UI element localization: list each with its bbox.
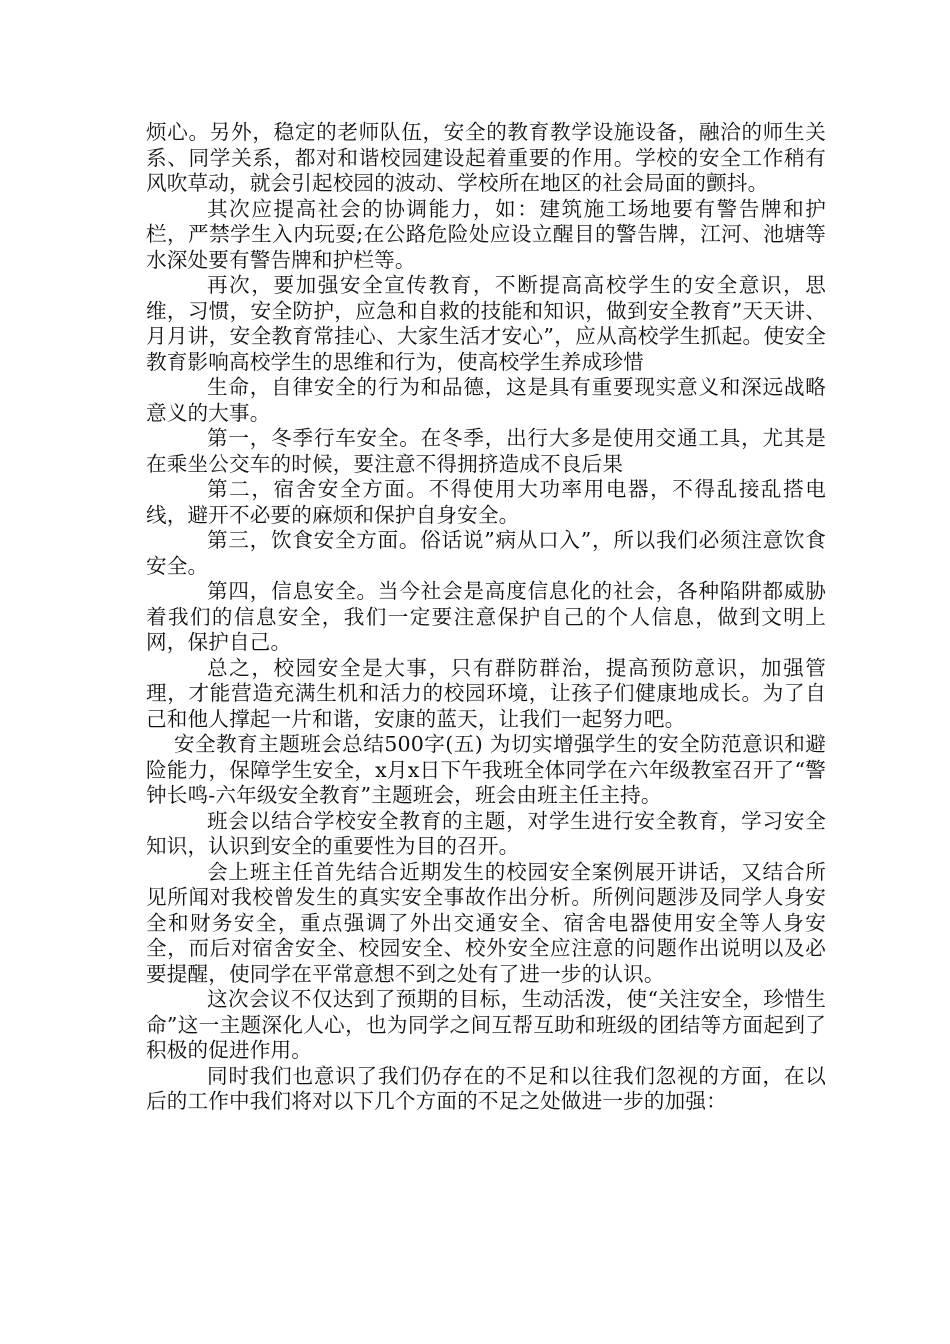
paragraph-1: 烦心。另外，稳定的老师队伍，安全的教育教学设施设备，融洽的师生关系、同学关系，都对和谐校园建设起着重要的作用。学校的安全工作稍有风吹草动，就会引起校园的波动、学校所在地区的社会局面的颤抖。: [146, 120, 826, 195]
paragraph-8: 第四，信息安全。当今社会是高度信息化的社会，各种陷阱都威胁着我们的信息安全，我们一定要注意保护自己的个人信息，做到文明上网，保护自己。: [146, 579, 826, 654]
paragraph-3: 再次，要加强安全宣传教育，不断提高高校学生的安全意识，思维，习惯，安全防护，应急和自救的技能和知识，做到安全教育”天天讲、月月讲，安全教育常挂心、大家生活才安心”，应从高校学生抓起。使安全教育影响高校学生的思维和行为，使高校学生养成珍惜: [146, 273, 826, 374]
paragraph-10: 安全教育主题班会总结500字(五) 为切实增强学生的安全防范意识和避险能力，保障学生安全，x月x日下午我班全体同学在六年级教室召开了“警钟长鸣-六年级安全教育”主题班会，班会由班主任主持。: [146, 732, 826, 807]
paragraph-7: 第三，饮食安全方面。俗话说”病从口入”，所以我们必须注意饮食安全。: [146, 528, 826, 578]
paragraph-12: 会上班主任首先结合近期发生的校园安全案例展开讲话，又结合所见所闻对我校曾发生的真实安全事故作出分析。所例问题涉及同学人身安全和财务安全，重点强调了外出交通安全、宿舍电器使用安全等人身安全，而后对宿舍安全、校园安全、校外安全应注意的问题作出说明以及必要提醒，使同学在平常意想不到之处有了进一步的认识。: [146, 859, 826, 986]
paragraph-14: 同时我们也意识了我们仍存在的不足和以往我们忽视的方面，在以后的工作中我们将对以下几个方面的不足之处做进一步的加强：: [146, 1063, 826, 1113]
paragraph-11: 班会以结合学校安全教育的主题，对学生进行安全教育，学习安全知识，认识到安全的重要性为目的召开。: [146, 808, 826, 858]
paragraph-4: 生命，自律安全的行为和品德，这是具有重要现实意义和深远战略意义的大事。: [146, 375, 826, 425]
paragraph-13: 这次会议不仅达到了预期的目标，生动活泼，使“关注安全，珍惜生命”这一主题深化人心，也为同学之间互帮互助和班级的团结等方面起到了积极的促进作用。: [146, 987, 826, 1062]
document-page: [146, 120, 826, 1115]
paragraph-2: 其次应提高社会的协调能力，如：建筑施工场地要有警告牌和护栏，严禁学生入内玩耍;在公路危险处应设立醒目的警告牌，江河、池塘等水深处要有警告牌和护栏等。: [146, 196, 826, 272]
paragraph-5: 第一，冬季行车安全。在冬季，出行大多是使用交通工具，尤其是在乘坐公交车的时候，要注意不得拥挤造成不良后果: [146, 426, 826, 476]
paragraph-9: 总之，校园安全是大事，只有群防群治，提高预防意识，加强管理，才能营造充满生机和活力的校园环境，让孩子们健康地成长。为了自己和他人撑起一片和谐，安康的蓝天，让我们一起努力吧。: [146, 655, 826, 731]
paragraph-6: 第二，宿舍安全方面。不得使用大功率用电器，不得乱接乱搭电线，避开不必要的麻烦和保护自身安全。: [146, 477, 826, 527]
